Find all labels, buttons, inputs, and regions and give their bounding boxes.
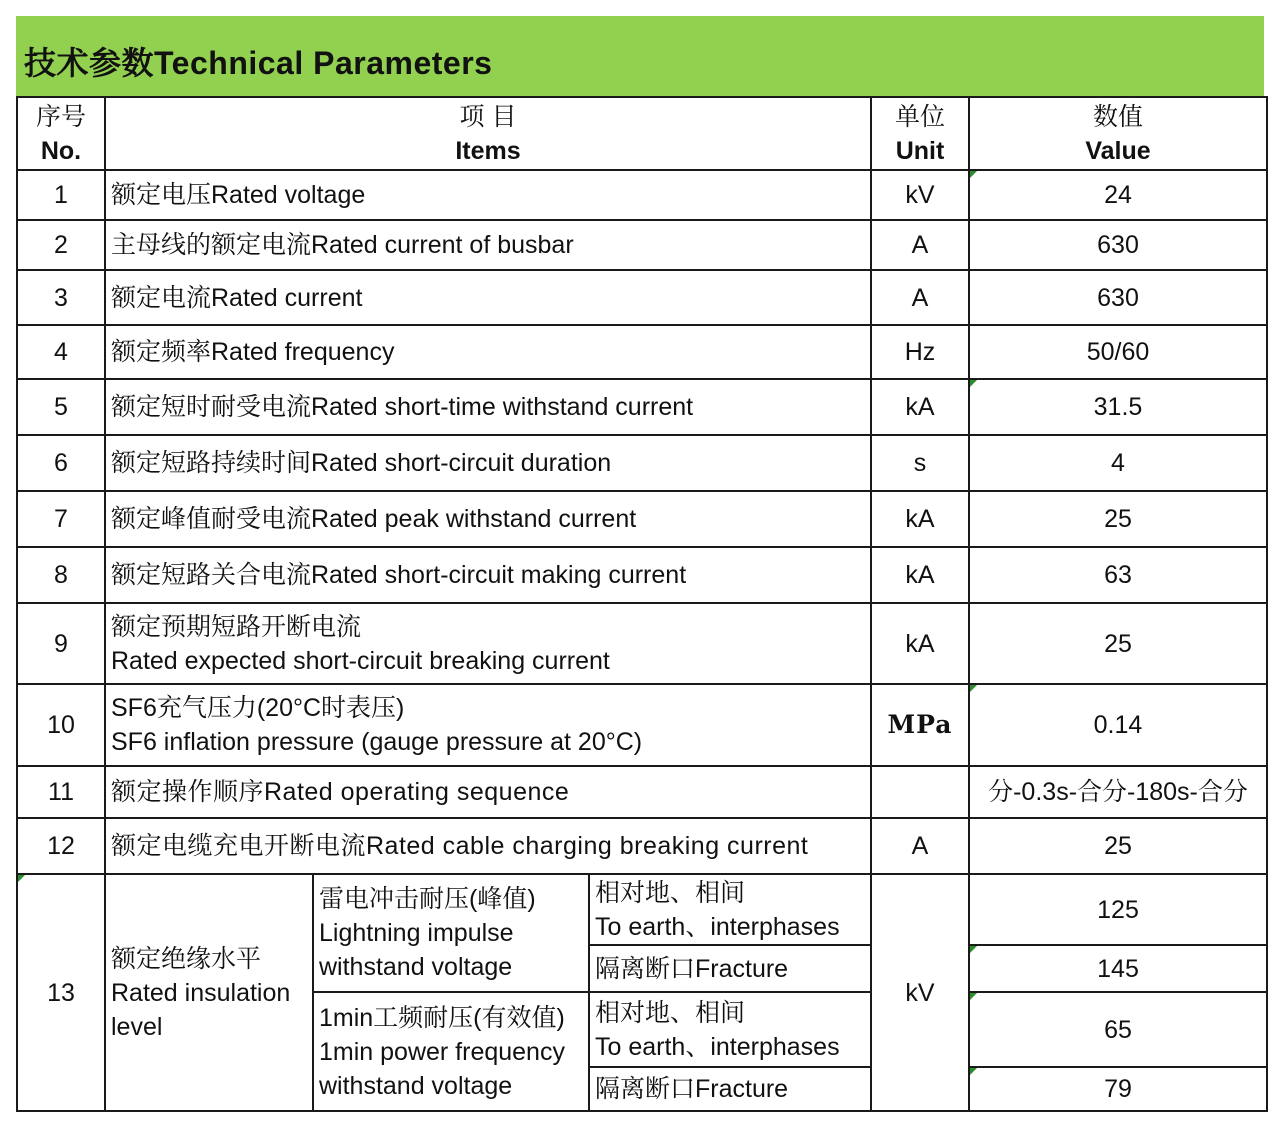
row-no: 5 — [17, 379, 105, 435]
table-row — [17, 766, 1267, 818]
row-unit — [871, 766, 969, 818]
row-no: 12 — [17, 818, 105, 874]
row-item: 主母线的额定电流Rated current of busbar — [105, 220, 871, 270]
table-row — [17, 379, 1267, 435]
row-value: 145 — [969, 945, 1267, 992]
row-unit: kA — [871, 603, 969, 684]
row-no: 9 — [17, 603, 105, 684]
table-row — [17, 684, 1267, 766]
lightning-impulse-group: 雷电冲击耐压(峰值) Lightning impulse withstand voltage — [313, 874, 589, 992]
row-item: 额定峰值耐受电流Rated peak withstand current — [105, 491, 871, 547]
sub-label: 隔离断口Fracture — [589, 945, 871, 992]
row-value: 63 — [969, 547, 1267, 603]
table-row — [17, 491, 1267, 547]
row-value: 4 — [969, 435, 1267, 491]
header-no: 序号 No. — [17, 97, 105, 170]
row-no: 4 — [17, 325, 105, 379]
row-unit: MPa — [871, 684, 969, 766]
table-row — [17, 325, 1267, 379]
row-no: 10 — [17, 684, 105, 766]
row-value: 79 — [969, 1067, 1267, 1111]
row-value: 25 — [969, 491, 1267, 547]
sub-label: 相对地、相间 To earth、interphases — [589, 992, 871, 1067]
row-no: 11 — [17, 766, 105, 818]
row-value: 31.5 — [969, 379, 1267, 435]
row-no: 13 — [17, 874, 105, 1111]
row-value: 630 — [969, 220, 1267, 270]
row-item: 额定电缆充电开断电流Rated cable charging breaking current — [105, 818, 871, 874]
table-header-row — [17, 97, 1267, 170]
header-items: 项 目 Items — [105, 97, 871, 170]
row-unit: A — [871, 818, 969, 874]
row-unit: kV — [871, 874, 969, 1111]
row-value: 630 — [969, 270, 1267, 325]
row-value: 50/60 — [969, 325, 1267, 379]
row-item: 额定电流Rated current — [105, 270, 871, 325]
row-no: 8 — [17, 547, 105, 603]
row-item: 额定短时耐受电流Rated short-time withstand current — [105, 379, 871, 435]
row-unit: s — [871, 435, 969, 491]
sub-label: 隔离断口Fracture — [589, 1067, 871, 1111]
sub-label: 相对地、相间 To earth、interphases — [589, 874, 871, 945]
page-title: 技术参数Technical Parameters — [24, 45, 493, 81]
table-row — [17, 435, 1267, 491]
row-unit: Hz — [871, 325, 969, 379]
table-row-insulation — [17, 874, 1267, 945]
table-row — [17, 818, 1267, 874]
row-no: 6 — [17, 435, 105, 491]
row-item: 额定操作顺序Rated operating sequence — [105, 766, 871, 818]
header-unit: 单位 Unit — [871, 97, 969, 170]
table-row — [17, 170, 1267, 220]
row-value: 125 — [969, 874, 1267, 945]
row-item: 额定绝缘水平 Rated insulation level — [105, 874, 313, 1111]
table-row — [17, 270, 1267, 325]
row-value: 65 — [969, 992, 1267, 1067]
row-no: 7 — [17, 491, 105, 547]
table-row — [17, 603, 1267, 684]
row-unit: kV — [871, 170, 969, 220]
row-unit: kA — [871, 491, 969, 547]
row-no: 1 — [17, 170, 105, 220]
title-banner — [16, 16, 1264, 96]
row-no: 3 — [17, 270, 105, 325]
table-row — [17, 220, 1267, 270]
row-value: 24 — [969, 170, 1267, 220]
row-unit: kA — [871, 379, 969, 435]
technical-parameters-table — [16, 96, 1268, 1112]
power-frequency-group: 1min工频耐压(有效值) 1min power frequency withstand voltage — [313, 992, 589, 1111]
row-item: SF6充气压力(20°C时表压) SF6 inflation pressure (gauge pressure at 20°C) — [105, 684, 871, 766]
table-row — [17, 547, 1267, 603]
row-no: 2 — [17, 220, 105, 270]
row-item: 额定频率Rated frequency — [105, 325, 871, 379]
row-item: 额定短路关合电流Rated short-circuit making current — [105, 547, 871, 603]
row-value: 0.14 — [969, 684, 1267, 766]
row-value: 25 — [969, 603, 1267, 684]
row-value: 分-0.3s-合分-180s-合分 — [969, 766, 1267, 818]
row-unit: A — [871, 270, 969, 325]
row-item: 额定电压Rated voltage — [105, 170, 871, 220]
row-unit: A — [871, 220, 969, 270]
row-value: 25 — [969, 818, 1267, 874]
row-item: 额定预期短路开断电流 Rated expected short-circuit breaking current — [105, 603, 871, 684]
row-item: 额定短路持续时间Rated short-circuit duration — [105, 435, 871, 491]
row-unit: kA — [871, 547, 969, 603]
header-value: 数值 Value — [969, 97, 1267, 170]
